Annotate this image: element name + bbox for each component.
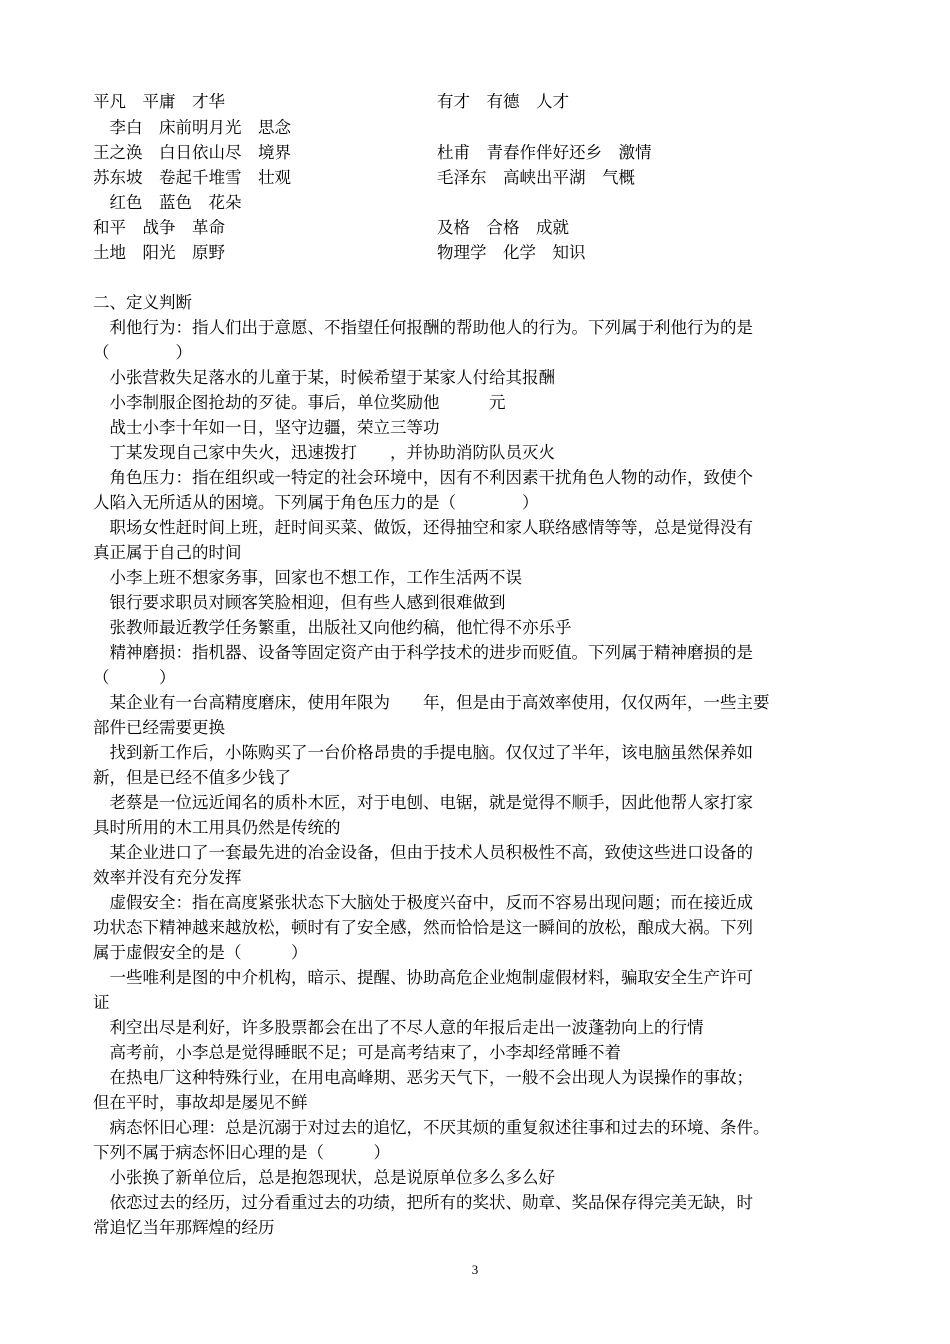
body-line: 功状态下精神越来越放松，顿时有了安全感，然而恰恰是这一瞬间的放松，酿成大祸。下列 — [93, 918, 753, 937]
body-line: 战士小李十年如一日，坚守边疆，荣立三等功 — [93, 418, 440, 437]
body-line: 银行要求职员对顾客笑脸相迎，但有些人感到很难做到 — [93, 593, 506, 612]
word-group-left-4: 苏东坡 卷起千堆雪 壮观 — [93, 168, 291, 187]
word-group-right-1: 有才 有德 人才 — [437, 92, 569, 111]
body-line: 依恋过去的经历，过分看重过去的功绩，把所有的奖状、勋章、奖品保存得完美无缺，时 — [93, 1193, 753, 1212]
body-line: 但在平时，事故却是屡见不鲜 — [93, 1093, 308, 1112]
body-line: 小李上班不想家务事，回家也不想工作，工作生活两不误 — [93, 568, 522, 587]
word-group-left-6: 和平 战争 革命 — [93, 218, 225, 237]
body-line: 精神磨损：指机器、设备等固定资产由于科学技术的进步而贬值。下列属于精神磨损的是 — [93, 643, 753, 662]
body-line: 下列不属于病态怀旧心理的是（ ） — [93, 1143, 390, 1162]
body-line: 利他行为：指人们出于意愿、不指望任何报酬的帮助他人的行为。下列属于利他行为的是 — [93, 318, 753, 337]
body-line: 具时所用的木工用具仍然是传统的 — [93, 818, 341, 837]
body-line: 效率并没有充分发挥 — [93, 868, 242, 887]
body-line: 小张营救失足落水的儿童于某，时候希望于某家人付给其报酬 — [93, 368, 555, 387]
body-line: 人陷入无所适从的困境。下列属于角色压力的是（ ） — [93, 493, 539, 512]
body-line: 高考前，小李总是觉得睡眠不足；可是高考结束了，小李却经常睡不着 — [93, 1043, 621, 1062]
word-group-right-4: 及格 合格 成就 — [437, 218, 569, 237]
body-line: 老蔡是一位远近闻名的质朴木匠，对于电刨、电锯，就是觉得不顺手，因此他帮人家打家 — [93, 793, 753, 812]
word-group-left-1: 平凡 平庸 才华 — [93, 92, 225, 111]
body-line: 某企业有一台高精度磨床，使用年限为 年，但是由于高效率使用，仅仅两年，一些主要 — [93, 693, 770, 712]
body-line: 丁某发现自己家中失火，迅速拨打 ，并协助消防队员灭火 — [93, 443, 555, 462]
body-line: （ ） — [93, 343, 192, 362]
body-line: 常追忆当年那辉煌的经历 — [93, 1218, 275, 1237]
body-line: 利空出尽是利好，许多股票都会在出了不尽人意的年报后走出一波蓬勃向上的行情 — [93, 1018, 704, 1037]
body-line: 角色压力：指在组织或一特定的社会环境中，因有不利因素干扰角色人物的动作，致使个 — [93, 468, 753, 487]
page-number: 3 — [471, 1262, 479, 1277]
body-line: 职场女性赶时间上班，赶时间买菜、做饭，还得抽空和家人联络感情等等，总是觉得没有 — [93, 518, 753, 537]
body-line: 新，但是已经不值多少钱了 — [93, 768, 291, 787]
body-line: 虚假安全：指在高度紧张状态下大脑处于极度兴奋中，反而不容易出现问题；而在接近成 — [93, 893, 753, 912]
word-group-right-3: 毛泽东 高峡出平湖 气概 — [437, 168, 635, 187]
word-group-left-2: 李白 床前明月光 思念 — [93, 118, 291, 137]
body-line: 小李制服企图抢劫的歹徒。事后，单位奖励他 元 — [93, 393, 506, 412]
word-group-right-2: 杜甫 青春作伴好还乡 激情 — [437, 143, 652, 162]
body-line: 张教师最近教学任务繁重，出版社又向他约稿，他忙得不亦乐乎 — [93, 618, 572, 637]
body-line: 小张换了新单位后，总是抱怨现状，总是说原单位多么多么好 — [93, 1168, 555, 1187]
body-line: 属于虚假安全的是（ ） — [93, 943, 308, 962]
body-line: （ ） — [93, 668, 176, 687]
body-line: 某企业进口了一套最先进的冶金设备，但由于技术人员积极性不高，致使这些进口设备的 — [93, 843, 753, 862]
body-line: 一些唯利是图的中介机构，暗示、提醒、协助高危企业炮制虚假材料，骗取安全生产许可 — [93, 968, 753, 987]
body-line: 在热电厂这种特殊行业，在用电高峰期、恶劣天气下，一般不会出现人为误操作的事故； — [93, 1068, 753, 1087]
body-line: 病态怀旧心理：总是沉溺于对过去的追忆，不厌其烦的重复叙述往事和过去的环境、条件。 — [93, 1118, 770, 1137]
body-line: 真正属于自己的时间 — [93, 543, 242, 562]
word-group-right-5: 物理学 化学 知识 — [437, 243, 586, 262]
body-line: 证 — [93, 993, 110, 1012]
word-group-left-3: 王之涣 白日依山尽 境界 — [93, 143, 291, 162]
body-line: 部件已经需要更换 — [93, 718, 225, 737]
body-line: 找到新工作后，小陈购买了一台价格昂贵的手提电脑。仅仅过了半年，该电脑虽然保养如 — [93, 743, 753, 762]
word-group-left-7: 土地 阳光 原野 — [93, 243, 225, 262]
section-heading: 二、定义判断 — [93, 293, 192, 312]
word-group-left-5: 红色 蓝色 花朵 — [93, 193, 242, 212]
